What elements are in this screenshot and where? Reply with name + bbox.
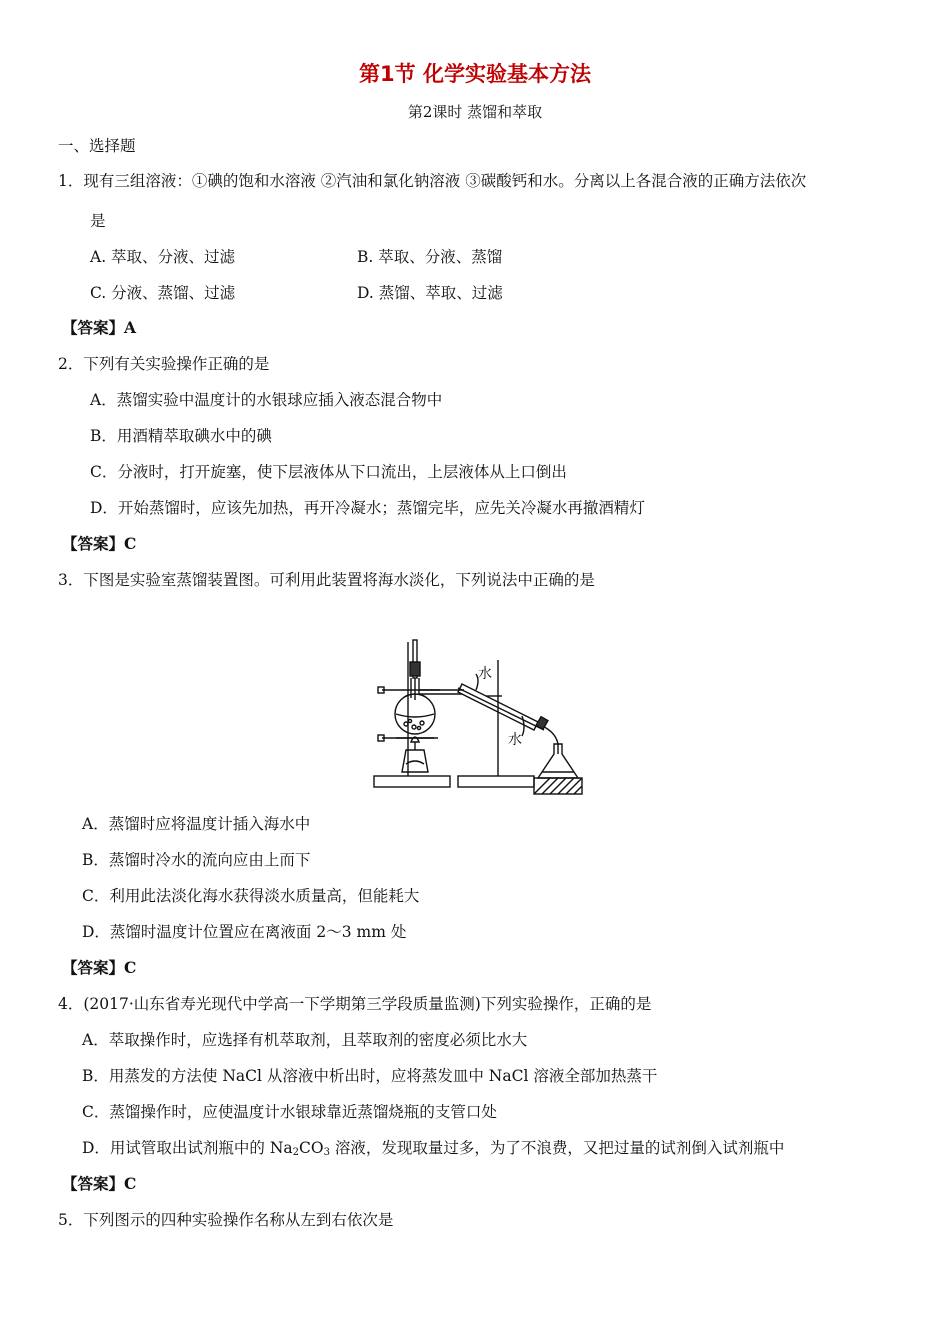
q3-option-c: C．利用此法淡化海水获得淡水质量高，但能耗大 bbox=[82, 887, 420, 905]
q3-option-a: A．蒸馏时应将温度计插入海水中 bbox=[82, 815, 311, 833]
q1-option-c: C. 分液、蒸馏、过滤 bbox=[90, 284, 236, 302]
q4-stem: 4．(2017·山东省寿光现代中学高一下学期第三学段质量监测)下列实验操作，正确的是 bbox=[58, 995, 652, 1013]
q1-option-d: D. 蒸馏、萃取、过滤 bbox=[357, 284, 503, 302]
page-title: 第1节 化学实验基本方法 bbox=[359, 62, 591, 86]
q3-stem: 3．下图是实验室蒸馏装置图。可利用此装置将海水淡化，下列说法中正确的是 bbox=[58, 571, 595, 589]
section-heading: 一、选择题 bbox=[58, 137, 136, 155]
q1-stem-cont: 是 bbox=[90, 212, 106, 230]
q4-option-b: B．用蒸发的方法使 NaCl 从溶液中析出时，应将蒸发皿中 NaCl 溶液全部加热蒸干 bbox=[82, 1067, 658, 1085]
water-inlet-label: 水 bbox=[478, 666, 492, 682]
q2-stem: 2．下列有关实验操作正确的是 bbox=[58, 355, 270, 373]
q2-option-b: B．用酒精萃取碘水中的碘 bbox=[90, 427, 272, 445]
stand-base-left bbox=[374, 776, 450, 787]
q1-option-b: B. 萃取、分液、蒸馏 bbox=[357, 248, 503, 266]
q3-answer: 【答案】C bbox=[62, 958, 137, 977]
q2-option-a: A．蒸馏实验中温度计的水银球应插入液态混合物中 bbox=[90, 391, 443, 409]
q4-option-d: D．用试管取出试剂瓶中的 $Na_2CO_3$ 溶液，发现取量过多，为了不浪费，又把过量的试剂倒入试剂瓶中 bbox=[82, 1139, 785, 1158]
q2-option-c: C．分液时，打开旋塞，使下层液体从下口流出，上层液体从上口倒出 bbox=[90, 463, 567, 481]
q1-answer: 【答案】A bbox=[62, 318, 137, 337]
q2-option-d: D．开始蒸馏时，应该先加热，再开冷凝水；蒸馏完毕，应先关冷凝水再撤酒精灯 bbox=[90, 499, 645, 517]
q4-answer: 【答案】C bbox=[62, 1174, 137, 1193]
q4-option-c: C．蒸馏操作时，应使温度计水银球靠近蒸馏烧瓶的支管口处 bbox=[82, 1103, 497, 1121]
stand-base-right bbox=[458, 776, 534, 787]
q4-option-a: A．萃取操作时，应选择有机萃取剂，且萃取剂的密度必须比水大 bbox=[82, 1031, 528, 1049]
q5-stem: 5．下列图示的四种实验操作名称从左到右依次是 bbox=[58, 1211, 394, 1229]
water-outlet-label: 水 bbox=[508, 732, 522, 748]
distillation-apparatus-figure bbox=[366, 632, 584, 798]
q3-option-b: B．蒸馏时冷水的流向应由上而下 bbox=[82, 851, 311, 869]
page-subtitle: 第2课时 蒸馏和萃取 bbox=[407, 103, 543, 121]
q3-option-d: D．蒸馏时温度计位置应在离液面 2～3 mm 处 bbox=[82, 923, 407, 941]
q2-answer: 【答案】C bbox=[62, 534, 137, 553]
q1-stem: 1．现有三组溶液：①碘的饱和水溶液 ②汽油和氯化钠溶液 ③碳酸钙和水。分离以上各混合液的正确方法依次 bbox=[58, 172, 807, 190]
q1-option-a: A. 萃取、分液、过滤 bbox=[90, 248, 236, 266]
